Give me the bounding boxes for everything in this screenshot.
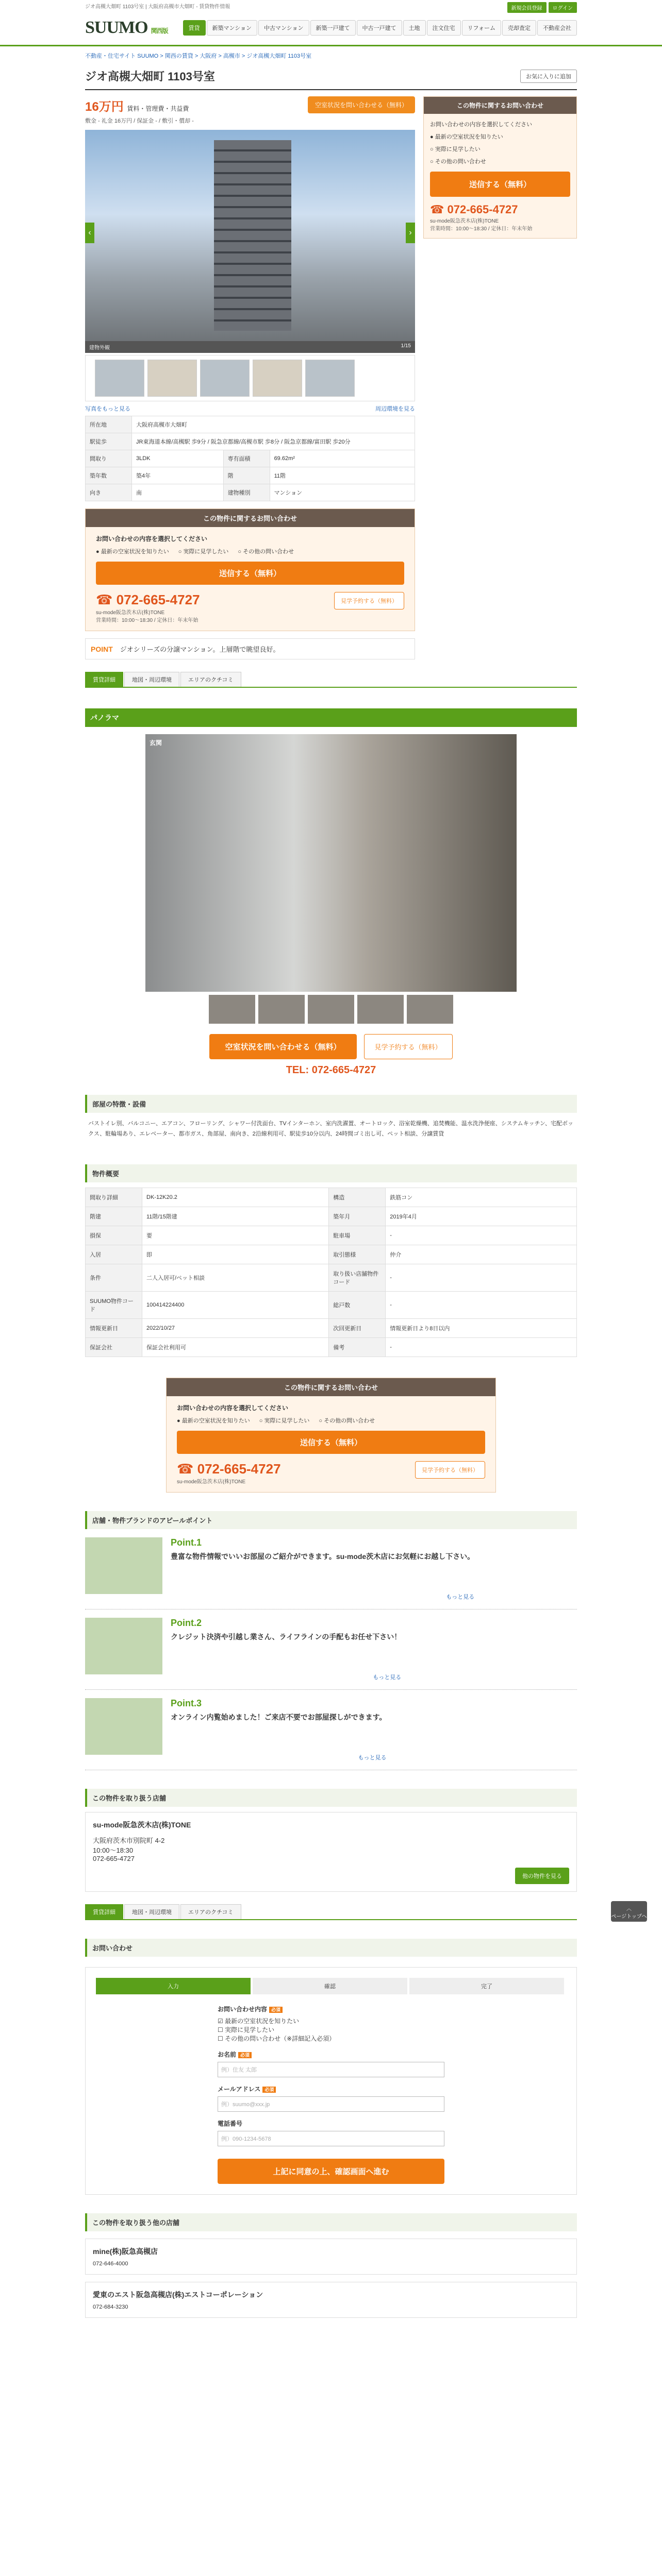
detail-table xyxy=(85,1188,577,1357)
detail-value: - xyxy=(386,1264,577,1291)
prev-photo-icon[interactable]: ‹ xyxy=(85,223,94,243)
form-option-visit[interactable]: ☐ 実際に見学したい xyxy=(218,2026,275,2033)
side-option-vacancy[interactable]: ● 最新の空室状況を知りたい xyxy=(430,134,503,140)
appeal-point-text: 豊富な物件情報でいいお部屋のご紹介ができます。su-mode茨木店にお気軽にお越し下さい。 xyxy=(171,1552,475,1561)
nav-item-new-mansion[interactable]: 新築マンション xyxy=(207,20,258,36)
send-inquiry-button[interactable]: 送信する（無料） xyxy=(96,562,404,585)
detail-value: 要 xyxy=(142,1226,329,1245)
email-label-text: メールアドレス xyxy=(218,2085,261,2093)
detail-value: DK-12K20.2 xyxy=(142,1188,329,1207)
main-columns xyxy=(85,96,577,659)
appeal-content xyxy=(171,1537,474,1601)
side-inquiry-box xyxy=(423,96,577,239)
info-key: 階 xyxy=(223,467,270,484)
form-steps xyxy=(96,1978,566,1994)
detail-key: 備考 xyxy=(329,1337,386,1357)
cta-phone: TEL: 072-665-4727 xyxy=(286,1064,376,1076)
detail-key: SUUMO物件コード xyxy=(86,1291,142,1318)
login-button[interactable]: ログイン xyxy=(549,2,577,13)
left-column xyxy=(85,96,415,659)
side-inquiry-heading: この物件に関するお問い合わせ xyxy=(424,97,576,114)
side-question: お問い合わせの内容を選択してください xyxy=(430,122,532,128)
panorama-room-label: 玄関 xyxy=(150,739,162,747)
detail-value: 2019年4月 xyxy=(386,1207,577,1226)
tab-reviews-bottom[interactable]: エリアのクチコミ xyxy=(180,1904,241,1919)
info-value: 南 xyxy=(132,484,224,501)
option-label: その他の問い合わせ（※詳細記入必須） xyxy=(225,2035,336,2042)
option-label: 実際に見学したい xyxy=(225,2026,275,2033)
option-label: その他の問い合わせ xyxy=(243,549,294,555)
store-name[interactable]: su-mode阪急茨木店(株)TONE xyxy=(93,1820,191,1829)
table-row xyxy=(86,1318,577,1337)
other-store xyxy=(85,2239,577,2275)
favorite-button[interactable]: お気に入りに追加 xyxy=(520,70,577,83)
page-title: ジオ高槻大畑町 1103号室 xyxy=(85,70,215,83)
panorama-thumbnail[interactable] xyxy=(258,995,305,1024)
price-note: 賃料・管理費・共益費 xyxy=(127,105,189,112)
step-confirm: 確認 xyxy=(253,1978,407,1994)
list-item xyxy=(85,1609,577,1690)
tab-detail[interactable]: 賃貸詳細 xyxy=(85,672,123,687)
detail-key: 入居 xyxy=(86,1245,142,1264)
thumbnail[interactable] xyxy=(200,360,250,397)
panorama-thumbnail[interactable] xyxy=(357,995,404,1024)
detail-key: 階建 xyxy=(86,1207,142,1226)
table-row xyxy=(86,450,415,467)
appeal-point-label: Point.3 xyxy=(171,1698,202,1708)
detail-value: 11階/15階建 xyxy=(142,1207,329,1226)
features-text: バストイレ別、バルコニー、エアコン、フローリング、シャワー付洗面台、TVインターホン、室内洗濯置、オートロック、浴室乾燥機、追焚機能、温水洗浄便座、システムキッチン、宅配ボックス、駐輪場あり、エレベーター、都市ガス、角部屋、南向き、2沿線利用可、駅徒歩10分以内、24時間ゴミ出し可、ペット相談、分譲賃貸 xyxy=(88,1121,574,1137)
suumo-logo[interactable] xyxy=(85,18,168,38)
photo-caption-bar xyxy=(85,341,415,353)
form-option-vacancy[interactable]: ☑ 最新の空室状況を知りたい xyxy=(218,2017,300,2025)
detail-value: 保証会社利用可 xyxy=(142,1337,329,1357)
availability-button[interactable]: 空室状況を問い合わせる（無料） xyxy=(308,96,415,113)
building-image xyxy=(214,140,291,331)
detail-key: 損保 xyxy=(86,1226,142,1245)
more-link[interactable]: もっと見る xyxy=(446,1594,475,1600)
appeal-point-label: Point.2 xyxy=(171,1617,202,1628)
detail-key: 築年月 xyxy=(329,1207,386,1226)
nav-item-new-house[interactable]: 新築一戸建て xyxy=(310,20,356,36)
mid-phone: ☎ 072-665-4727 xyxy=(177,1461,281,1477)
detail-key: 駐車場 xyxy=(329,1226,386,1245)
nav-item-used-house[interactable]: 中古一戸建て xyxy=(357,20,402,36)
tab-map[interactable]: 地図・周辺環境 xyxy=(124,672,179,687)
scroll-top-button[interactable] xyxy=(611,1901,647,1922)
name-label xyxy=(218,2050,444,2059)
mid-send-button[interactable]: 送信する（無料） xyxy=(177,1431,485,1454)
tel-label-text: 電話番号 xyxy=(218,2120,243,2127)
inquiry-option-other[interactable]: ○ その他の問い合わせ xyxy=(238,549,294,555)
detail-value: 情報更新日より8日以内 xyxy=(386,1318,577,1337)
panorama-viewer[interactable] xyxy=(145,734,517,992)
main-photo[interactable] xyxy=(85,130,415,341)
tab-map-bottom[interactable]: 地図・周辺環境 xyxy=(124,1904,179,1919)
nav-item-reform[interactable]: リフォーム xyxy=(462,20,501,36)
detail-key: 次回更新日 xyxy=(329,1318,386,1337)
thumbnail[interactable] xyxy=(253,360,302,397)
point-label: POINT xyxy=(91,645,113,653)
mid-inquiry-radios xyxy=(177,1416,485,1425)
other-store-tel: 072-646-4000 xyxy=(93,2260,128,2267)
photo-links xyxy=(85,404,415,413)
tab-reviews[interactable]: エリアのクチコミ xyxy=(180,672,241,687)
other-store xyxy=(85,2282,577,2318)
phone-value: 072-665-4727 xyxy=(116,592,200,607)
surroundings-link[interactable]: 周辺環境を見る xyxy=(375,406,415,412)
table-row xyxy=(86,1337,577,1357)
appeal-image xyxy=(85,1698,162,1755)
form-option-other[interactable]: ☐ その他の問い合わせ（※詳細記入必須） xyxy=(218,2035,336,2042)
inquiry-form xyxy=(85,1967,577,2195)
photo-counter: 1/15 xyxy=(401,343,411,349)
side-option-other[interactable]: ○ その他の問い合わせ xyxy=(430,159,486,165)
form-fields xyxy=(218,2005,444,2146)
breadcrumb[interactable]: 不動産・住宅サイト SUUMO > 関西の賃貸 > 大阪府 > 高槻市 > ジオ高槻大畑町 1103号室 xyxy=(85,53,312,59)
nav-item-sale[interactable]: 売却査定 xyxy=(502,20,536,36)
name-label-text: お名前 xyxy=(218,2050,237,2058)
appeal-content xyxy=(171,1698,386,1761)
site-header xyxy=(0,10,662,46)
store-hours: 10:00〜18:30 xyxy=(93,1846,134,1854)
option-label: 実際に見学したい xyxy=(183,549,229,555)
detail-value: 100414224400 xyxy=(142,1291,329,1318)
inquiry-body xyxy=(86,527,415,631)
question-label xyxy=(218,2005,444,2013)
mid-phone-value: 072-665-4727 xyxy=(197,1461,281,1477)
email-field[interactable]: 例）suumo@xxx.jp xyxy=(218,2096,444,2112)
detail-value: 二人入居可/ペット相談 xyxy=(142,1264,329,1291)
mid-inquiry-box xyxy=(166,1378,496,1493)
side-inquiry-body xyxy=(424,114,576,238)
mid-inquiry-body xyxy=(167,1396,495,1492)
step-done: 完了 xyxy=(409,1978,564,1994)
required-badge: 必須 xyxy=(262,2087,276,2093)
detail-key: 間取り詳細 xyxy=(86,1188,142,1207)
detail-value: 即 xyxy=(142,1245,329,1264)
detail-title: 物件概要 xyxy=(85,1164,577,1182)
panorama-title: パノラマ xyxy=(85,708,577,727)
option-label: 最新の空室状況を知りたい xyxy=(181,1417,250,1424)
ask-vacancy-button[interactable]: 空室状況を問い合わせる（無料） xyxy=(209,1034,356,1059)
detail-tabs xyxy=(85,672,577,688)
thumbnail[interactable] xyxy=(147,360,197,397)
list-item xyxy=(85,1690,577,1770)
register-button[interactable]: 新規会員登録 xyxy=(507,2,547,13)
header-account-buttons xyxy=(507,2,577,13)
option-label: 実際に見学したい xyxy=(435,146,481,152)
side-shop-name: su-mode阪急茨木店(株)TONE xyxy=(430,218,499,224)
info-value: JR東海道本線/高槻駅 歩9分 / 阪急京都線/高槻市駅 歩8分 / 阪急京都線/富田駅 歩20分 xyxy=(132,433,415,450)
required-badge: 必須 xyxy=(238,2052,252,2058)
option-label: 最新の空室状況を知りたい xyxy=(435,134,503,140)
mid-option-visit[interactable]: ○ 実際に見学したい xyxy=(259,1417,310,1424)
more-link[interactable]: もっと見る xyxy=(358,1754,387,1761)
scroll-top-label: ページトップへ xyxy=(611,1914,647,1920)
title-row xyxy=(85,65,577,90)
inquiry-box xyxy=(85,509,415,631)
info-key: 駅徒歩 xyxy=(86,433,132,450)
table-row xyxy=(86,467,415,484)
other-store-tel: 072-684-3230 xyxy=(93,2303,128,2310)
mid-visit-button[interactable]: 見学予約する（無料） xyxy=(415,1461,485,1479)
side-send-button[interactable]: 送信する（無料） xyxy=(430,172,570,197)
inquiry-option-visit[interactable]: ○ 実際に見学したい xyxy=(178,549,229,555)
property-info-table xyxy=(85,416,415,501)
option-label: その他の問い合わせ xyxy=(435,159,486,165)
panorama-thumbnail[interactable] xyxy=(209,995,255,1024)
book-visit-button[interactable]: 見学予約する（無料） xyxy=(364,1034,453,1059)
inquiry-heading: この物件に関するお問い合わせ xyxy=(86,509,415,527)
detail-value: - xyxy=(386,1291,577,1318)
info-value: 3LDK xyxy=(132,450,224,467)
table-row xyxy=(86,1245,577,1264)
panorama-thumbnails xyxy=(85,995,577,1024)
phone-number: ☎ 072-665-4727 xyxy=(96,592,200,607)
logo-text: SUUMO xyxy=(85,18,148,37)
chevron-up-icon: ︿ xyxy=(626,1906,632,1912)
tel-field[interactable]: 例）090-1234-5678 xyxy=(218,2131,444,2146)
photo-caption: 建物外観 xyxy=(89,345,110,351)
detail-value: 仲介 xyxy=(386,1245,577,1264)
store-address: 大阪府茨木市別院町 4-2 xyxy=(93,1836,165,1844)
store-box xyxy=(85,1812,577,1892)
table-row xyxy=(86,1188,577,1207)
info-key: 向き xyxy=(86,484,132,501)
appeal-image xyxy=(85,1537,162,1594)
form-title: お問い合わせ xyxy=(85,1939,577,1957)
mid-option-other[interactable]: ○ その他の問い合わせ xyxy=(319,1417,375,1424)
info-value: 築4年 xyxy=(132,467,224,484)
detail-value: 2022/10/27 xyxy=(142,1318,329,1337)
option-label: その他の問い合わせ xyxy=(324,1417,375,1424)
detail-value: 鉄筋コン xyxy=(386,1188,577,1207)
info-key: 間取り xyxy=(86,450,132,467)
required-badge: 必須 xyxy=(269,2007,283,2013)
nav-item-used-mansion[interactable]: 中古マンション xyxy=(258,20,309,36)
point-box xyxy=(85,638,415,659)
detail-key: 総戸数 xyxy=(329,1291,386,1318)
side-phone: ☎ 072-665-4727 xyxy=(430,203,518,216)
appeal-point-label: Point.1 xyxy=(171,1537,202,1548)
store-title: この物件を取り扱う店舗 xyxy=(85,1789,577,1807)
mid-shop-name: su-mode阪急茨木店(株)TONE xyxy=(177,1479,246,1485)
table-row xyxy=(86,1264,577,1291)
other-store-name[interactable]: 愛東のエスト阪急高槻店(株)エストコーポレーション xyxy=(93,2290,263,2299)
info-key: 専有面積 xyxy=(223,450,270,467)
form-submit-button[interactable]: 上記に同意の上、確認画面へ進む xyxy=(218,2159,444,2184)
thumbnail-strip xyxy=(85,355,415,401)
info-key: 所在地 xyxy=(86,416,132,433)
table-row xyxy=(86,484,415,501)
info-value: 11階 xyxy=(270,467,415,484)
region-label: 関西版 xyxy=(151,27,168,35)
inquiry-question: お問い合わせの内容を選択してください xyxy=(96,535,208,543)
info-value: 69.62m² xyxy=(270,450,415,467)
name-field[interactable]: 例）住友 太郎 xyxy=(218,2062,444,2077)
option-label: 最新の空室状況を知りたい xyxy=(101,549,169,555)
panorama-thumbnail[interactable] xyxy=(407,995,453,1024)
appeal-content xyxy=(171,1618,401,1681)
other-stores-title: この物件を取り扱う他の店舗 xyxy=(85,2213,577,2231)
detail-key: 保証会社 xyxy=(86,1337,142,1357)
table-row xyxy=(86,1291,577,1318)
question-label-text: お問い合わせ内容 xyxy=(218,2005,268,2013)
table-row xyxy=(86,1207,577,1226)
email-label xyxy=(218,2084,444,2093)
visit-reservation-button[interactable]: 見学予約する（無料） xyxy=(334,592,404,609)
deposit-info: 敷金 - 礼金 16万円 / 保証金 - / 敷引・償却 - xyxy=(85,118,194,124)
nav-item-rent[interactable]: 賃貸 xyxy=(183,20,206,36)
table-row xyxy=(86,433,415,450)
detail-key: 取引態様 xyxy=(329,1245,386,1264)
cta-row xyxy=(85,1034,577,1059)
shop-name: su-mode阪急茨木店(株)TONE xyxy=(96,610,165,616)
inquiry-option-vacancy[interactable]: ● 最新の空室状況を知りたい xyxy=(96,549,169,555)
detail-key: 条件 xyxy=(86,1264,142,1291)
info-value: 大阪府高槻市大畑町 xyxy=(132,416,415,433)
other-store-name[interactable]: mine(株)阪急高槻店 xyxy=(93,2247,158,2256)
nav-item-agency[interactable]: 不動産会社 xyxy=(537,20,577,36)
more-photos-link[interactable]: 写真をもっと見る xyxy=(85,406,130,412)
table-row xyxy=(86,1226,577,1245)
store-tel: 072-665-4727 xyxy=(93,1854,135,1862)
panorama-thumbnail[interactable] xyxy=(308,995,354,1024)
mid-inquiry-question: お問い合わせの内容を選択してください xyxy=(177,1404,289,1412)
option-label: 実際に見学したい xyxy=(264,1417,310,1424)
tab-detail-bottom[interactable]: 賃貸詳細 xyxy=(85,1904,123,1919)
detail-key: 構造 xyxy=(329,1188,386,1207)
list-item xyxy=(85,1529,577,1609)
thumbnail[interactable] xyxy=(95,360,144,397)
features-title: 部屋の特徴・設備 xyxy=(85,1095,577,1113)
top-tagline: ジオ高槻大畑町 1103号室 | 大阪府高槻市大畑町 - 賃貸物件情報 xyxy=(85,4,230,10)
point-text: ジオシリーズの分譲マンション。上層階で眺望良好。 xyxy=(120,646,280,653)
info-key: 築年数 xyxy=(86,467,132,484)
right-column xyxy=(423,96,577,659)
tel-label xyxy=(218,2119,444,2128)
detail-value: - xyxy=(386,1226,577,1245)
side-shop-hours: 営業時間：10:00〜18:30 / 定休日：年末年始 xyxy=(430,226,533,232)
next-photo-icon[interactable]: › xyxy=(406,223,415,243)
nav-item-land[interactable]: 土地 xyxy=(403,20,426,36)
nav-item-custom-house[interactable]: 注文住宅 xyxy=(427,20,461,36)
detail-tabs-bottom xyxy=(85,1904,577,1920)
side-option-visit[interactable]: ○ 実際に見学したい xyxy=(430,146,481,152)
appeal-image xyxy=(85,1618,162,1674)
mid-option-vacancy[interactable]: ● 最新の空室状況を知りたい xyxy=(177,1417,250,1424)
appeal-title: 店舗・物件ブランドのアピールポイント xyxy=(85,1511,577,1529)
inquiry-radios xyxy=(96,547,404,555)
page-wrap xyxy=(85,46,577,2318)
mid-inquiry xyxy=(166,1378,496,1493)
global-nav xyxy=(183,20,577,36)
step-input: 入力 xyxy=(96,1978,251,1994)
appeal-point-text: オンライン内覧始めました！ご来店不要でお部屋探しができます。 xyxy=(171,1713,387,1721)
price-value: 16万円 xyxy=(85,100,124,114)
option-label: 最新の空室状況を知りたい xyxy=(225,2017,300,2025)
store-other-button[interactable]: 他の物件を見る xyxy=(515,1868,569,1884)
thumbnail[interactable] xyxy=(305,360,355,397)
appeal-point-text: クレジット決済や引越し業さん、ライフラインの手配もお任せ下さい！ xyxy=(171,1632,402,1641)
mid-inquiry-heading: この物件に関するお問い合わせ xyxy=(167,1378,495,1396)
table-row xyxy=(86,416,415,433)
info-value: マンション xyxy=(270,484,415,501)
detail-value: - xyxy=(386,1337,577,1357)
side-phone-value: 072-665-4727 xyxy=(447,203,518,216)
more-link[interactable]: もっと見る xyxy=(373,1674,402,1681)
shop-hours: 営業時間：10:00〜18:30 / 定休日：年末年始 xyxy=(96,618,198,623)
detail-key: 情報更新日 xyxy=(86,1318,142,1337)
info-key: 建物種別 xyxy=(223,484,270,501)
detail-key: 取り扱い店舗物件コード xyxy=(329,1264,386,1291)
